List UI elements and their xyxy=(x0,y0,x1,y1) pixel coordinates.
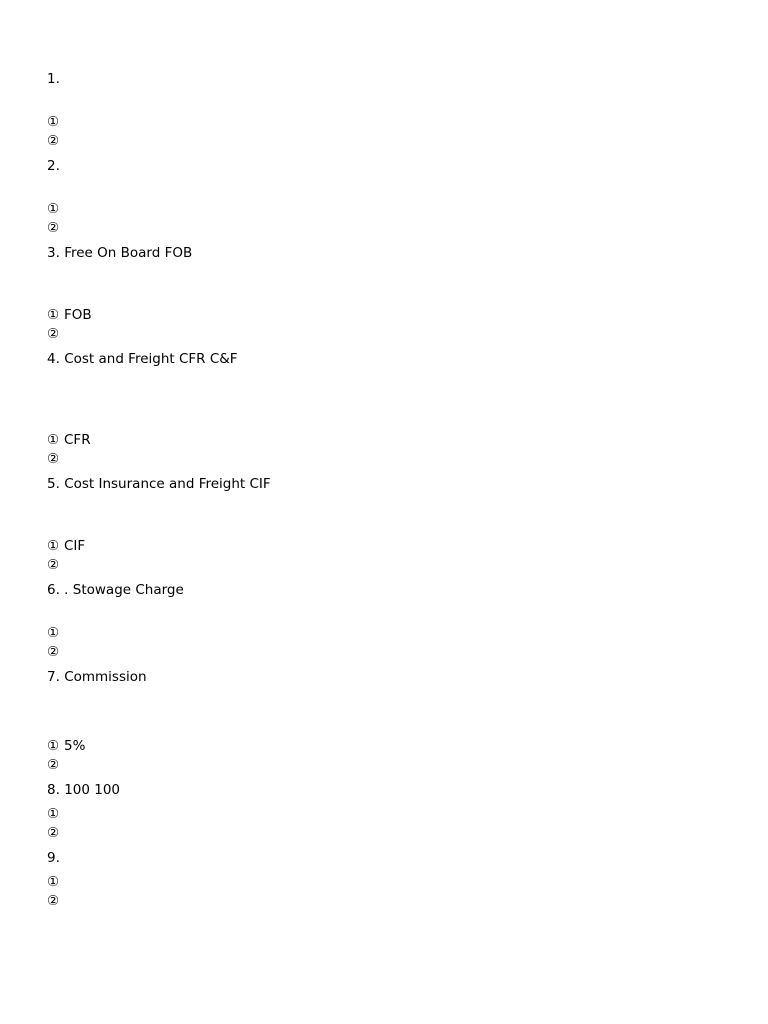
example-item xyxy=(47,556,720,575)
section-5 xyxy=(47,475,720,575)
example-item xyxy=(47,756,720,775)
example-item xyxy=(47,873,720,892)
example-item xyxy=(47,219,720,238)
example-marker: ① xyxy=(47,201,60,217)
example-list xyxy=(47,537,720,575)
section-note xyxy=(47,693,720,731)
example-item xyxy=(47,200,720,219)
section-3 xyxy=(47,244,720,344)
example-text: CIF xyxy=(64,538,86,554)
example-item xyxy=(47,624,720,643)
example-marker: ② xyxy=(47,757,60,773)
section-text: 100 100 xyxy=(64,782,121,798)
section-text: Commission xyxy=(64,669,147,685)
section-number: 9. xyxy=(47,850,60,866)
section-number: 2. xyxy=(47,158,60,174)
example-list xyxy=(47,737,720,775)
example-list xyxy=(47,805,720,843)
section-text: Cost Insurance and Freight CIF xyxy=(64,476,271,492)
example-list xyxy=(47,431,720,469)
example-item xyxy=(47,450,720,469)
section-number: 3. xyxy=(47,245,60,261)
example-marker: ② xyxy=(47,326,60,342)
example-marker: ② xyxy=(47,644,60,660)
section-8 xyxy=(47,781,720,843)
example-item xyxy=(47,737,720,756)
section-9 xyxy=(47,849,720,911)
example-marker: ② xyxy=(47,825,60,841)
section-number: 7. xyxy=(47,669,60,685)
section-number: 8. xyxy=(47,782,60,798)
example-marker: ① xyxy=(47,738,60,754)
section-7 xyxy=(47,668,720,775)
example-marker: ② xyxy=(47,557,60,573)
section-number: 1. xyxy=(47,71,60,87)
section-paragraph xyxy=(47,475,720,532)
example-item xyxy=(47,643,720,662)
section-number: 4. xyxy=(47,351,60,367)
section-paragraph xyxy=(47,350,720,426)
example-list xyxy=(47,200,720,238)
example-item xyxy=(47,431,720,450)
section-6 xyxy=(47,581,720,662)
section-4 xyxy=(47,350,720,469)
example-marker: ② xyxy=(47,133,60,149)
example-text: 5% xyxy=(64,738,86,754)
example-marker: ① xyxy=(47,538,60,554)
example-marker: ① xyxy=(47,806,60,822)
example-marker: ② xyxy=(47,220,60,236)
section-text: Free On Board FOB xyxy=(64,245,193,261)
example-marker: ① xyxy=(47,874,60,890)
section-number: 5. xyxy=(47,476,60,492)
section-2 xyxy=(47,157,720,238)
example-list xyxy=(47,624,720,662)
section-paragraph xyxy=(47,849,720,868)
example-marker: ① xyxy=(47,625,60,641)
example-item xyxy=(47,537,720,556)
section-paragraph xyxy=(47,70,720,108)
example-text: CFR xyxy=(64,432,91,448)
section-paragraph xyxy=(47,157,720,195)
section-text: Cost and Freight CFR C&F xyxy=(64,351,238,367)
example-list xyxy=(47,113,720,151)
section-1 xyxy=(47,70,720,151)
document-title xyxy=(47,40,720,64)
section-number: 6. . xyxy=(47,582,69,598)
section-text: Stowage Charge xyxy=(72,582,184,598)
example-text: FOB xyxy=(64,307,92,323)
section-paragraph xyxy=(47,668,720,687)
example-item xyxy=(47,113,720,132)
example-marker: ① xyxy=(47,307,60,323)
section-paragraph xyxy=(47,781,720,800)
example-marker: ① xyxy=(47,432,60,448)
example-marker: ② xyxy=(47,893,60,909)
example-item xyxy=(47,325,720,344)
example-item xyxy=(47,805,720,824)
example-list xyxy=(47,873,720,911)
example-item xyxy=(47,306,720,325)
example-marker: ② xyxy=(47,451,60,467)
section-paragraph xyxy=(47,244,720,301)
example-item xyxy=(47,892,720,911)
example-marker: ① xyxy=(47,114,60,130)
example-item xyxy=(47,824,720,843)
example-list xyxy=(47,306,720,344)
section-paragraph xyxy=(47,581,720,619)
example-item xyxy=(47,132,720,151)
